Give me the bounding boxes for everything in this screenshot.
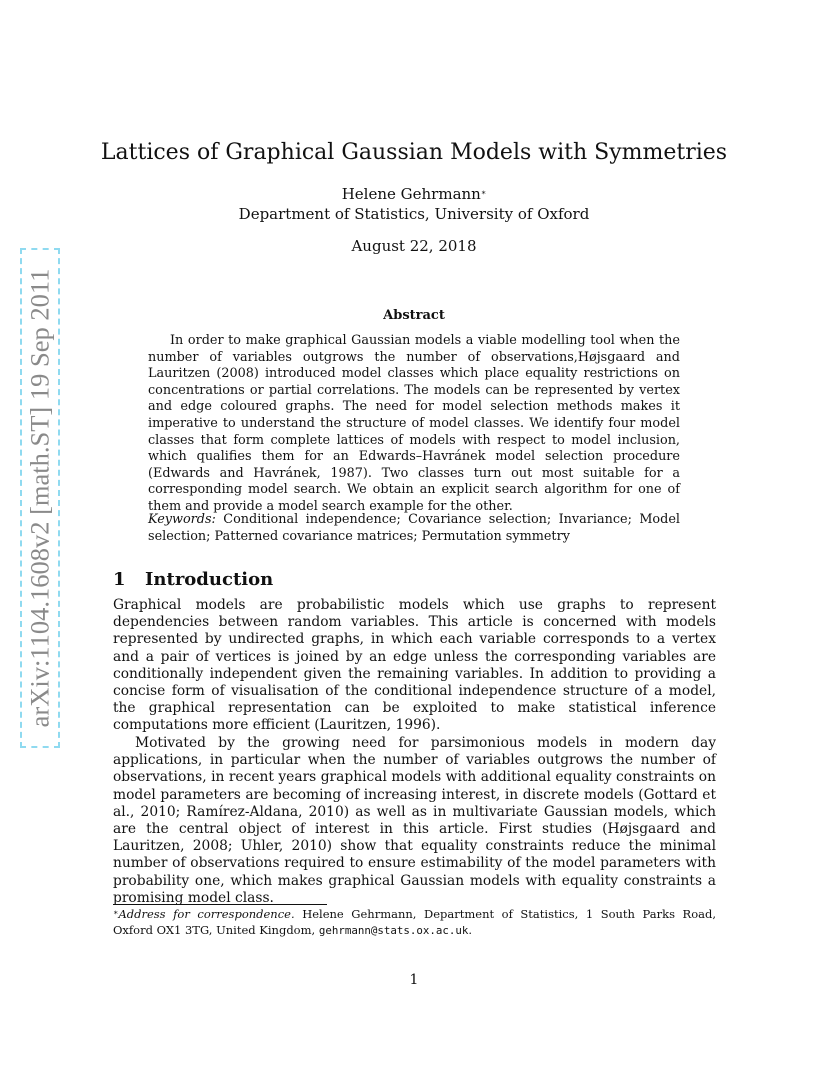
abstract-heading: Abstract [383,308,445,323]
section-heading [113,569,273,590]
footnote-end: . [468,923,472,937]
arxiv-stamp[interactable] [20,248,60,748]
arxiv-stamp-text[interactable]: arXiv:1104.1608v2 [math.ST] 19 Sep 2011 [24,268,55,728]
intro-paragraph-1: Graphical models are probabilistic models which use graphs to represent dependencies between random variables. This article is concerned with models represented by undirected graphs, in which each variable corresponds to a vertex and a pair of vertices is joined by an edge unless the corresponding variables are conditionally independent given the remaining variables. In addition to providing a concise form of visualisation of the conditional independence structure of a model, the graphical representation can be exploited to make statistical inference computations more efficient (Lauritzen, 1996). [113,597,716,734]
paper-title: Lattices of Graphical Gaussian Models with Symmetries [100,140,728,165]
paper-date: August 22, 2018 [351,237,477,255]
section-number: 1 [113,569,126,590]
intro-paragraph-2: Motivated by the growing need for parsimonious models in modern day applications, in particular when the number of variables outgrows the number of observations, in recent years graphical models with additional equality constraints on model parameters are becoming of increasing interest, in discrete models (Gottard et al., 2010; Ramírez-Aldana, 2010) as well as in multivariate Gaussian models, which are the central object of interest in this article. First studies (Højsgaard and Lauritzen, 2008; Uhler, 2010) show that equality constraints reduce the minimal number of observations required to ensure estimability of the model parameters with probability one, which makes graphical Gaussian models with equality constraints a promising model class. [113,735,716,906]
footnote-label: Address for correspondence. [118,907,295,921]
keywords-list: Conditional independence; Covariance selection; Invariance; Model selection; Patterned covariance matrices; Permutation symmetry [148,512,680,544]
footnote-mark: ∗ [113,908,119,917]
footnote [113,906,716,939]
section-title: Introduction [145,569,274,590]
keywords-label: Keywords: [148,512,216,527]
author-footnote-mark[interactable]: ∗ [480,188,487,197]
author-name: Helene Gehrmann [341,185,481,203]
author-affiliation: Department of Statistics, University of Oxford [238,205,590,223]
abstract-text: In order to make graphical Gaussian models a viable modelling tool when the number of variables outgrows the number of observations,Højsgaard and Lauritzen (2008) introduced model classes which place equality restrictions on concentrations or partial correlations. The models can be represented by vertex and edge coloured graphs. The need for model selection methods makes it imperative to understand the structure of model classes. We identify four model classes that form complete lattices of models with respect to model inclusion, which qualifies them for an Edwards–Havránek model selection procedure (Edwards and Havránek, 1987). Two classes turn out most suitable for a corresponding model search. We obtain an explicit search algorithm for one of them and provide a model search example for the other. [148,333,680,514]
footnote-rule [113,904,327,905]
author-line [0,184,828,204]
footnote-text: Helene Gehrmann, Department of Statistics, 1 South Parks Road, Oxford OX1 3TG, United Kingdom, [113,907,716,937]
footnote-email[interactable]: gehrmann@stats.ox.ac.uk [318,924,469,937]
page-number: 1 [409,972,419,988]
keywords [148,512,680,545]
